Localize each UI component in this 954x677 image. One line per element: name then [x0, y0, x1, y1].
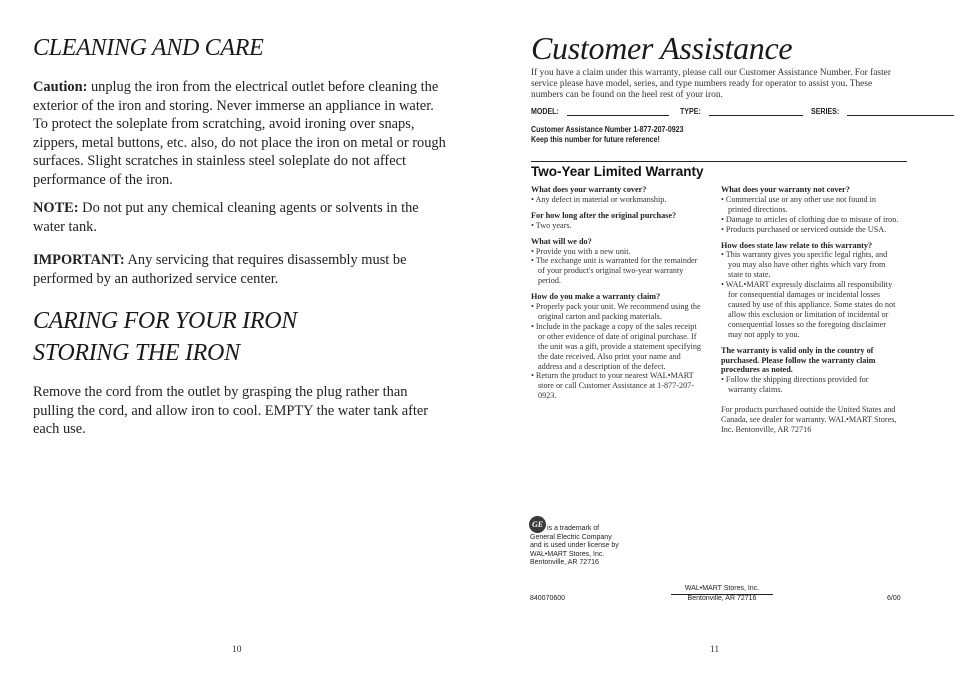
- footer-city: Bentonville, AR 72716: [687, 594, 757, 602]
- note-paragraph: [33, 199, 451, 236]
- trademark-line-1: is a trademark of: [547, 525, 600, 532]
- warranty-column-1: [531, 185, 705, 401]
- warranty-divider: [531, 161, 907, 162]
- caution-label: Caution:: [33, 79, 88, 95]
- cleaning-heading: CLEANING AND CARE: [33, 35, 264, 61]
- a-clothing-damage: • Damage to articles of clothing due to misuse of iron.: [721, 214, 899, 224]
- right-page: [477, 0, 954, 677]
- q-duration: For how long after the original purchase?: [531, 210, 677, 220]
- type-field[interactable]: [709, 106, 803, 116]
- a-new-unit: • Provide you with a new unit.: [531, 246, 631, 256]
- intro-paragraph: If you have a claim under this warranty, please call our Customer Assistance Number. For faster service please have model, series, and type numbers ready for operator to assist you. These numbers can be found on the heel rest of your iron.: [531, 68, 891, 101]
- a-outside-usa: • Products purchased or serviced outside the USA.: [721, 224, 887, 234]
- note-text: Do not put any chemical cleaning agents or solvents in the water tank.: [33, 200, 419, 235]
- warranty-column-2: [721, 185, 899, 435]
- trademark-line-3: and is used under license by: [530, 542, 619, 550]
- footer-code: 840070600: [530, 595, 566, 602]
- storing-heading: STORING THE IRON: [33, 340, 240, 366]
- model-type-series-row: [531, 106, 911, 118]
- warranty-title: Two-Year Limited Warranty: [531, 164, 704, 179]
- trademark-block: [530, 525, 619, 568]
- keep-number-note: Keep this number for future reference!: [531, 134, 660, 144]
- trademark-line-2: General Electric Company: [530, 533, 612, 541]
- caring-heading: CARING FOR YOUR IRON: [33, 308, 297, 334]
- series-label: SERIES:: [811, 106, 840, 116]
- q-what-we-do: What will we do?: [531, 236, 592, 246]
- a-disclaimer: • WAL•MART expressly disclaims all responsibility for consequential damages or incidental losses caused by use of this appliance. Some states do not allow this exclusion or limitation of incidental or consequential losses so the foregoing disclaimer may not apply to you.: [721, 280, 896, 339]
- a-pack-unit: • Properly pack your unit. We recommend using the original carton and packing materials.: [531, 302, 701, 321]
- a-commercial-use: • Commercial use or any other use not found in printed directions.: [721, 194, 876, 214]
- important-label: IMPORTANT:: [33, 252, 125, 268]
- a-return-product: • Return the product to your nearest WAL•MART store or call Customer Assistance at 1-877-207-0923.: [531, 371, 694, 401]
- caution-paragraph: [33, 78, 451, 190]
- footer-center: [667, 585, 777, 603]
- type-label: TYPE:: [680, 106, 701, 116]
- model-field[interactable]: [567, 106, 669, 116]
- trademark-line-4: WAL•MART Stores, Inc.: [530, 550, 605, 558]
- outside-us-note: For products purchased outside the United States and Canada, see dealer for warranty. WAL•MART Stores, Inc. Bentonville, AR 72716: [721, 405, 897, 434]
- ge-logo-icon: GE: [529, 516, 546, 533]
- customer-assistance-heading: Customer Assistance: [531, 30, 793, 66]
- page-number-right: 11: [710, 645, 720, 655]
- trademark-line-5: Bentonville, AR 72716: [530, 559, 599, 567]
- q-not-covered: What does your warranty not cover?: [721, 185, 850, 194]
- footer-date: 6/00: [887, 595, 901, 602]
- a-legal-rights: • This warranty gives you specific legal rights, and you may also have other rights which vary from state to state.: [721, 250, 888, 280]
- a-exchange-unit: • The exchange unit is warranted for the remainder of your product's original two-year warranty period.: [531, 256, 698, 286]
- a-shipping-directions: • Follow the shipping directions provided for warranty claims.: [721, 375, 869, 395]
- a-coverage: • Any defect in material or workmanship.: [531, 194, 667, 204]
- model-label: MODEL:: [531, 106, 559, 116]
- storing-paragraph: Remove the cord from the outlet by grasping the plug rather than pulling the cord, and allow iron to cool. EMPTY the water tank after each use.: [33, 384, 429, 438]
- caution-text: unplug the iron from the electrical outlet before cleaning the exterior of the iron and storing. Never immerse an appliance in water. To protect the soleplate from scratching, avoid ironing over snaps, zippers, metal buttons, etc. also, do not place the iron on metal or rough surfaces. Slight scratches in stainless steel soleplate do not affect performance of the iron.: [33, 79, 446, 188]
- q-state-law: How does state law relate to this warranty?: [721, 240, 873, 250]
- series-field[interactable]: [847, 106, 954, 116]
- a-include-receipt: • Include in the package a copy of the sales receipt or other evidence of date of original purchase. If the unit was a gift, provide a statement specifying the date received. Also print your name and address and a description of the defect.: [531, 321, 702, 371]
- customer-number: Customer Assistance Number 1-877-207-0923: [531, 124, 684, 134]
- q-coverage: What does your warranty cover?: [531, 185, 647, 194]
- note-label: NOTE:: [33, 200, 79, 216]
- q-claim: How do you make a warranty claim?: [531, 292, 661, 302]
- warranty-validity-note: The warranty is valid only in the country of purchased. Please follow the warranty claim procedures as noted.: [721, 345, 876, 375]
- a-duration: • Two years.: [531, 220, 572, 230]
- important-paragraph: [33, 251, 451, 288]
- important-text: Any servicing that requires disassembly must be performed by an authorized service center.: [33, 252, 407, 287]
- footer-company: WAL•MART Stores, Inc.: [684, 585, 760, 592]
- page-number-left: 10: [232, 645, 242, 655]
